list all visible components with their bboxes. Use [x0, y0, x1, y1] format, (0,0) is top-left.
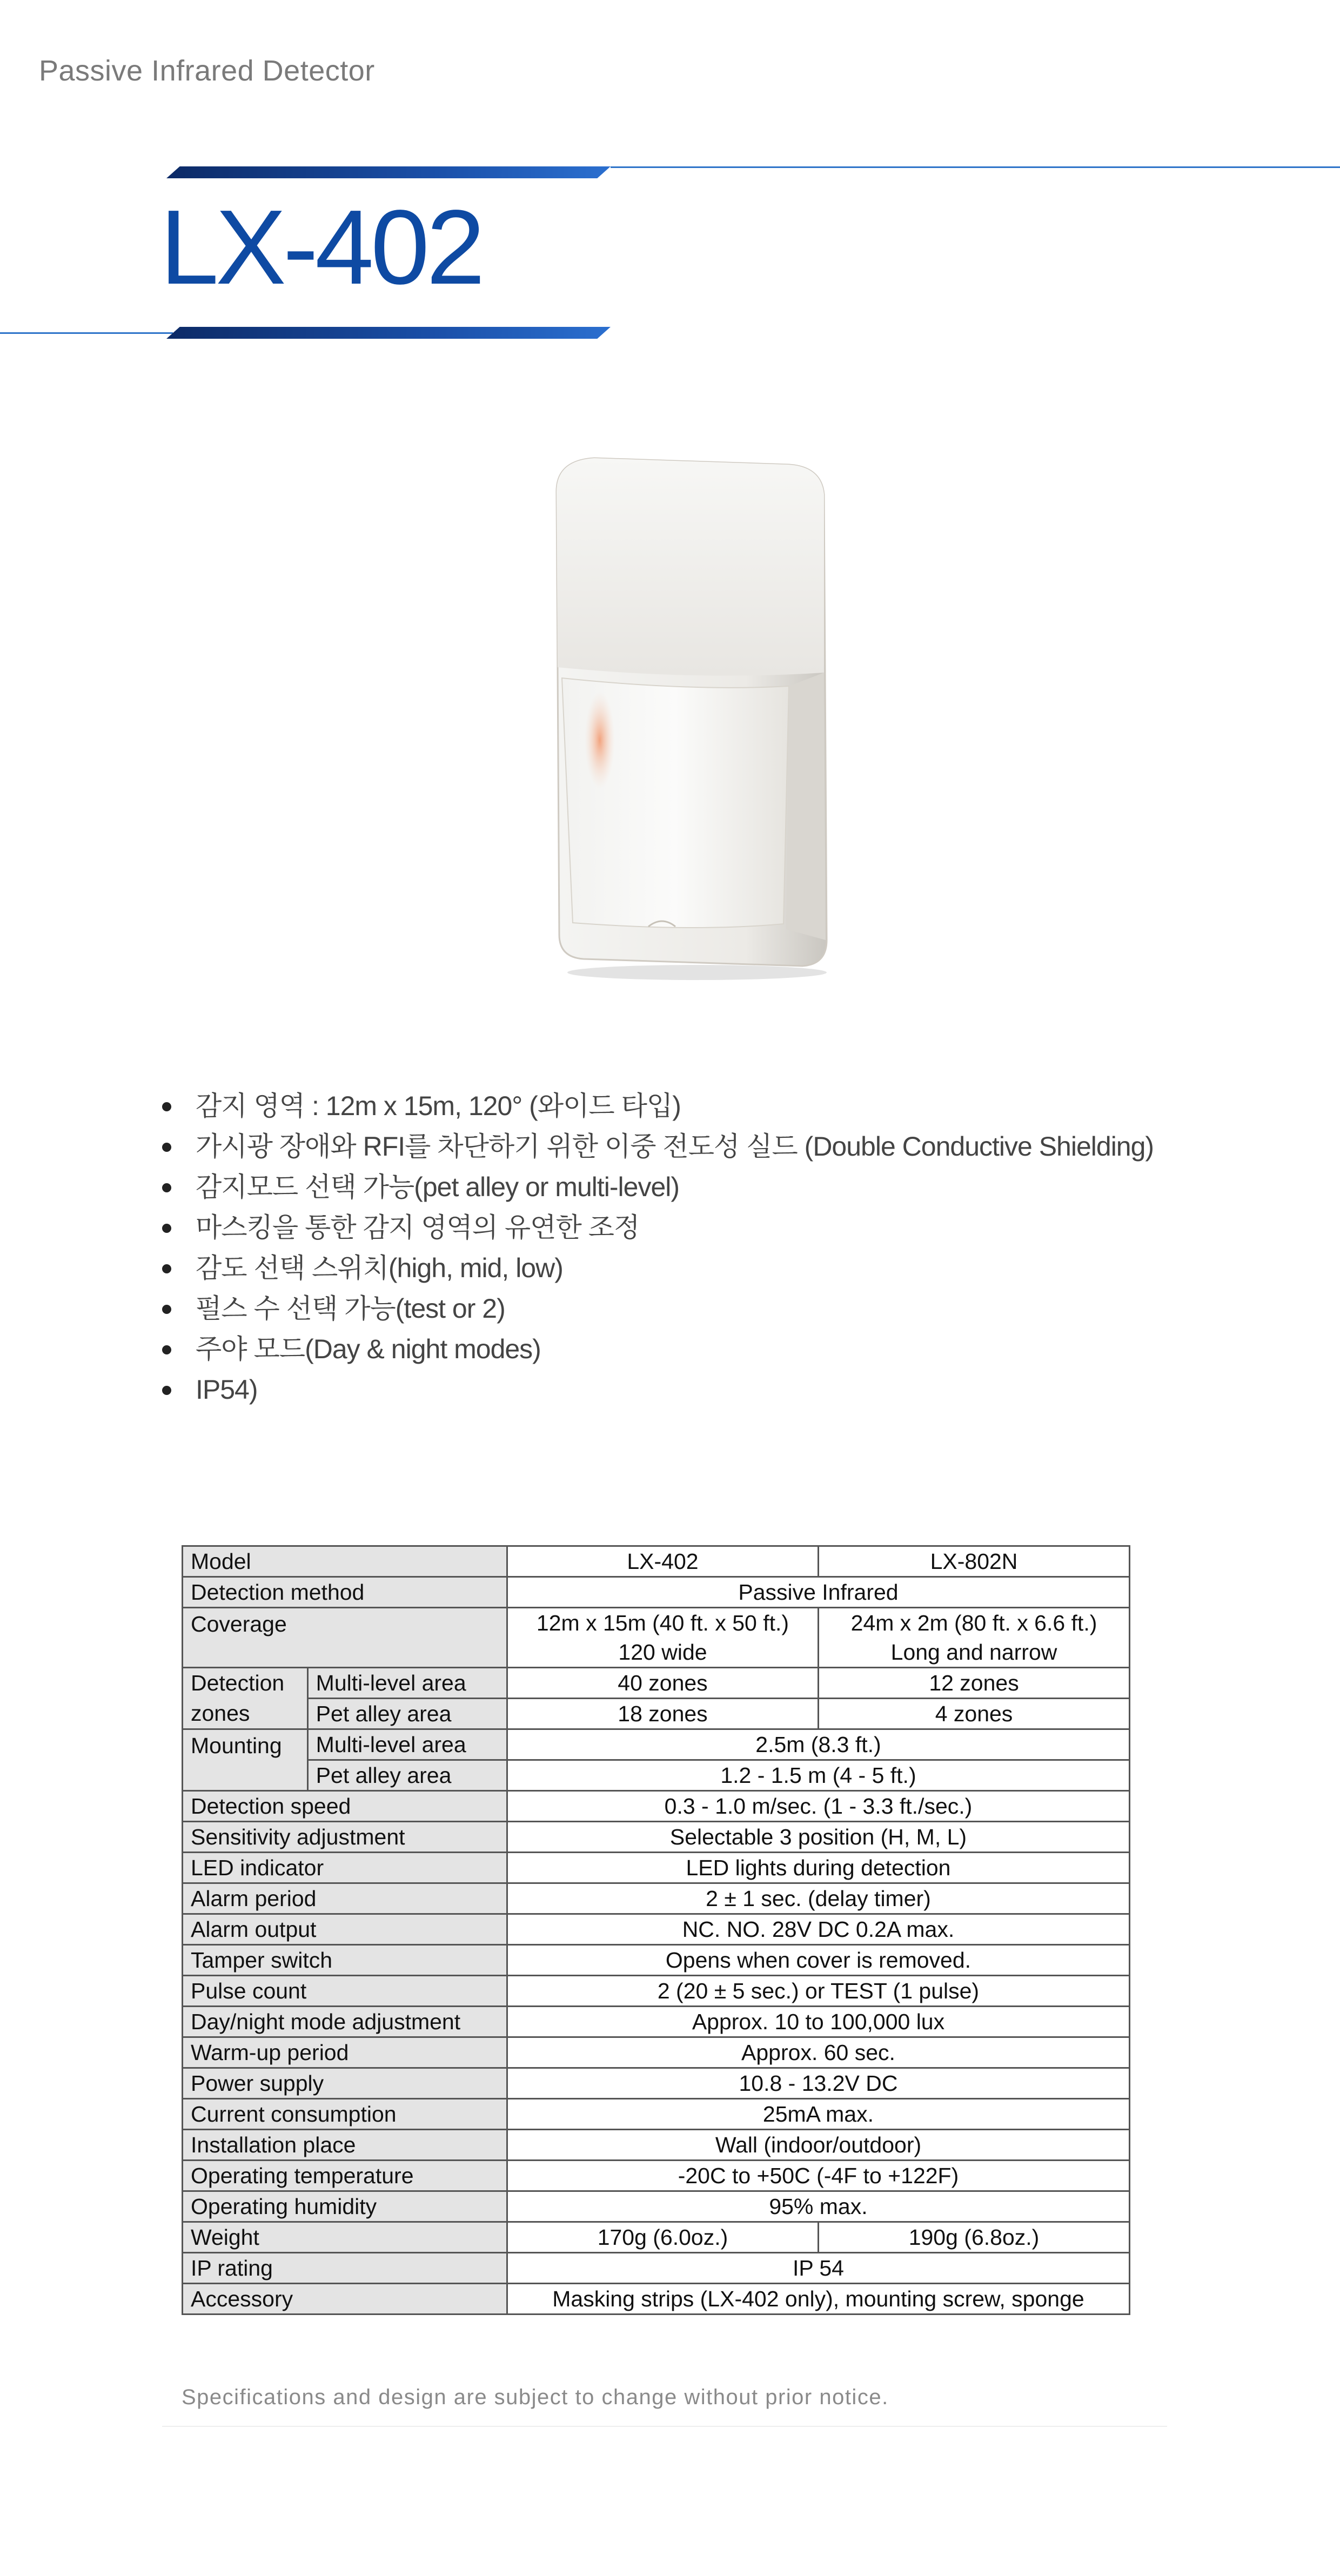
model-title: LX-402: [160, 188, 483, 306]
table-row: [183, 2222, 1130, 2253]
cell-value: 10.8 - 13.2V DC: [507, 2068, 1129, 2099]
product-category: Passive Infrared Detector: [39, 55, 375, 87]
table-row: [183, 2007, 1130, 2037]
bullet-icon: [162, 1264, 171, 1273]
bullet-icon: [162, 1102, 171, 1111]
table-row: [183, 1577, 1130, 1608]
row-label: Alarm period: [183, 1883, 507, 1914]
table-row: [183, 2161, 1130, 2191]
feature-item: 주야 모드(Day & night modes): [162, 1329, 1154, 1370]
feature-item: 감지모드 선택 가능(pet alley or multi-level): [162, 1167, 1154, 1208]
table-row: [183, 2037, 1130, 2068]
product-image: [535, 454, 838, 983]
spec-table: [182, 1545, 1130, 2315]
feature-item: 감도 선택 스위치(high, mid, low): [162, 1248, 1154, 1289]
row-label: Installation place: [183, 2130, 507, 2161]
row-label: Model: [183, 1546, 507, 1577]
cell-value: 95% max.: [507, 2191, 1129, 2222]
row-label: Tamper switch: [183, 1945, 507, 1976]
table-row: [183, 1976, 1130, 2007]
table-row: [183, 1853, 1130, 1883]
table-row: [183, 1668, 1130, 1699]
bullet-icon: [162, 1345, 171, 1354]
bullet-icon: [162, 1183, 171, 1192]
title-bottom-accent-bar: [166, 327, 611, 339]
row-label: Accessory: [183, 2284, 507, 2315]
row-label: Detection speed: [183, 1791, 507, 1822]
row-label: Detection method: [183, 1577, 507, 1608]
cell-value: Passive Infrared: [507, 1577, 1129, 1608]
row-label: zones: [183, 1699, 308, 1729]
cell-value: -20C to +50C (-4F to +122F): [507, 2161, 1129, 2191]
row-sublabel: Multi-level area: [307, 1668, 507, 1699]
cell-value: LX-402: [507, 1546, 818, 1577]
cell-value: 4 zones: [819, 1699, 1130, 1729]
row-label: Alarm output: [183, 1914, 507, 1945]
table-row: [183, 1914, 1130, 1945]
row-sublabel: Pet alley area: [307, 1760, 507, 1791]
cell-value: 2 ± 1 sec. (delay timer): [507, 1883, 1129, 1914]
cell-value: 12 zones: [819, 1668, 1130, 1699]
cell-value: Approx. 10 to 100,000 lux: [507, 2007, 1129, 2037]
title-top-rule: [611, 166, 1340, 168]
row-label: Weight: [183, 2222, 507, 2253]
row-sublabel: Pet alley area: [307, 1699, 507, 1729]
table-row: [183, 2284, 1130, 2315]
cell-value: 170g (6.0oz.): [507, 2222, 818, 2253]
cell-value: IP 54: [507, 2253, 1129, 2284]
table-row: [183, 1699, 1130, 1729]
cell-value: LED lights during detection: [507, 1853, 1129, 1883]
cell-value: 18 zones: [507, 1699, 818, 1729]
table-row: [183, 1760, 1130, 1791]
cell-value: 40 zones: [507, 1668, 818, 1699]
cell-value: 190g (6.8oz.): [819, 2222, 1130, 2253]
feature-item: 감지 영역 : 12m x 15m, 120° (와이드 타입): [162, 1086, 1154, 1126]
row-sublabel: Multi-level area: [307, 1729, 507, 1760]
cell-value: 12m x 15m (40 ft. x 50 ft.): [507, 1608, 818, 1638]
cell-value: 1.2 - 1.5 m (4 - 5 ft.): [507, 1760, 1129, 1791]
row-label: Pulse count: [183, 1976, 507, 2007]
table-row: [183, 2253, 1130, 2284]
table-row: [183, 1729, 1130, 1760]
cell-value: Approx. 60 sec.: [507, 2037, 1129, 2068]
row-label: Operating humidity: [183, 2191, 507, 2222]
cell-value: 25mA max.: [507, 2099, 1129, 2130]
cell-value: Masking strips (LX-402 only), mounting screw, sponge: [507, 2284, 1129, 2315]
row-label: IP rating: [183, 2253, 507, 2284]
row-label: Current consumption: [183, 2099, 507, 2130]
row-label: Mounting: [183, 1729, 308, 1791]
table-row: [183, 2130, 1130, 2161]
cell-value: Wall (indoor/outdoor): [507, 2130, 1129, 2161]
table-row: [183, 2191, 1130, 2222]
bullet-icon: [162, 1386, 171, 1395]
table-row: [183, 1822, 1130, 1853]
cell-value: NC. NO. 28V DC 0.2A max.: [507, 1914, 1129, 1945]
row-label: Detection: [183, 1668, 308, 1699]
bullet-icon: [162, 1305, 171, 1314]
cell-value: 2 (20 ± 5 sec.) or TEST (1 pulse): [507, 1976, 1129, 2007]
title-top-accent-bar: [166, 166, 611, 178]
divider: [162, 2426, 1167, 2427]
feature-item: IP54): [162, 1370, 1154, 1410]
table-row: [183, 1883, 1130, 1914]
table-row: [183, 1945, 1130, 1976]
row-label: Day/night mode adjustment: [183, 2007, 507, 2037]
cell-value: 120 wide: [507, 1638, 818, 1668]
bullet-icon: [162, 1224, 171, 1233]
row-label: Operating temperature: [183, 2161, 507, 2191]
row-label: LED indicator: [183, 1853, 507, 1883]
bullet-icon: [162, 1143, 171, 1152]
cell-value: 0.3 - 1.0 m/sec. (1 - 3.3 ft./sec.): [507, 1791, 1129, 1822]
disclaimer-note: Specifications and design are subject to change without prior notice.: [182, 2385, 889, 2409]
cell-value: Long and narrow: [819, 1638, 1130, 1668]
feature-item: 펄스 수 선택 가능(test or 2): [162, 1289, 1154, 1329]
table-row: [183, 2099, 1130, 2130]
table-row: [183, 1791, 1130, 1822]
feature-list: [162, 1086, 1154, 1410]
row-label: Warm-up period: [183, 2037, 507, 2068]
row-label: Coverage: [183, 1608, 507, 1668]
feature-item: 마스킹을 통한 감지 영역의 유연한 조정: [162, 1208, 1154, 1248]
cell-value: Opens when cover is removed.: [507, 1945, 1129, 1976]
cell-value: 24m x 2m (80 ft. x 6.6 ft.): [819, 1608, 1130, 1638]
feature-item: 가시광 장애와 RFI를 차단하기 위한 이중 전도성 실드 (Double Conductive Shielding): [162, 1126, 1154, 1167]
cell-value: Selectable 3 position (H, M, L): [507, 1822, 1129, 1853]
cell-value: 2.5m (8.3 ft.): [507, 1729, 1129, 1760]
table-row: [183, 2068, 1130, 2099]
cell-value: LX-802N: [819, 1546, 1130, 1577]
table-row: [183, 1546, 1130, 1577]
table-row: [183, 1608, 1130, 1638]
title-bottom-rule: [0, 332, 173, 334]
row-label: Sensitivity adjustment: [183, 1822, 507, 1853]
row-label: Power supply: [183, 2068, 507, 2099]
